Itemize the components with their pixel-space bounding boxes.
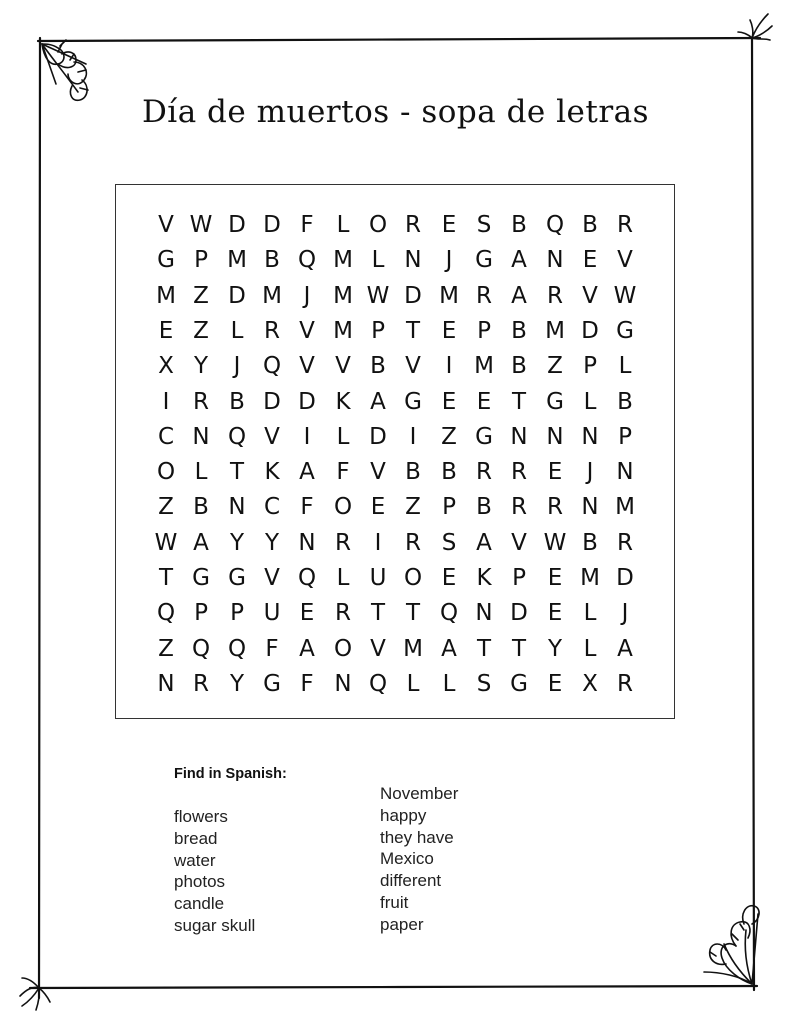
- grid-letter: E: [299, 600, 315, 627]
- grid-letter: F: [300, 494, 314, 521]
- grid-letter: W: [613, 282, 637, 309]
- grid-letter: Q: [156, 600, 176, 627]
- grid-letter: P: [230, 600, 244, 627]
- grid-letter: Y: [229, 670, 245, 697]
- grid-letter: C: [157, 423, 175, 450]
- grid-letter: T: [405, 600, 421, 627]
- grid-letter: B: [617, 388, 633, 415]
- grid-letter: E: [370, 494, 386, 521]
- grid-letter: C: [263, 494, 281, 521]
- grid-letter: R: [617, 212, 633, 238]
- grid-letter: E: [547, 670, 563, 697]
- grid-letter: T: [158, 565, 174, 591]
- word-list-item: November: [380, 784, 459, 803]
- grid-letter: B: [441, 459, 457, 486]
- grid-letter: G: [475, 423, 493, 450]
- grid-letter: S: [441, 529, 457, 556]
- grid-letter: M: [262, 282, 282, 309]
- grid-letter: A: [511, 247, 527, 274]
- grid-letter: P: [194, 600, 208, 627]
- flower-corner-icon-bottom-right: [704, 906, 759, 984]
- grid-letter: G: [157, 247, 175, 274]
- grid-letter: V: [405, 353, 421, 380]
- grid-letter: G: [263, 670, 281, 697]
- grid-letter: U: [369, 565, 387, 591]
- grid-letter: D: [404, 282, 422, 309]
- grid-letter: A: [370, 388, 386, 415]
- grid-letter: R: [264, 317, 280, 344]
- grid-letter: R: [193, 670, 209, 697]
- grid-row: [116, 242, 674, 278]
- grid-letter: M: [333, 317, 353, 344]
- grid-letter: P: [583, 353, 597, 380]
- grid-letter: L: [371, 247, 385, 274]
- grid-row: [116, 489, 674, 525]
- grid-letter: V: [335, 353, 351, 380]
- grid-letter: T: [405, 317, 421, 344]
- grid-letter: Y: [264, 529, 280, 556]
- grid-row: [116, 313, 674, 349]
- grid-row: [116, 207, 674, 243]
- grid-letter: R: [617, 670, 633, 697]
- grid-letter: K: [476, 565, 492, 591]
- grid-letter: P: [512, 565, 526, 591]
- grid-letter: D: [510, 600, 528, 627]
- grid-letter: Q: [368, 670, 388, 697]
- grid-letter: J: [586, 459, 594, 486]
- grid-letter: M: [156, 282, 176, 309]
- grid-row: [116, 419, 674, 455]
- grid-letter: T: [476, 635, 492, 662]
- grid-letter: Q: [439, 600, 459, 627]
- grid-letter: B: [511, 212, 527, 238]
- grid-letter: G: [546, 388, 564, 415]
- word-list-item: water: [174, 850, 216, 870]
- grid-letter: R: [476, 282, 492, 309]
- grid-letter: E: [547, 565, 563, 591]
- grid-letter: G: [510, 670, 528, 697]
- grid-letter: A: [299, 635, 315, 662]
- grid-letter: L: [406, 670, 420, 697]
- border-top-line: [38, 38, 760, 41]
- border-bottom-line: [30, 986, 757, 988]
- grid-letter: L: [336, 423, 350, 450]
- grid-letter: O: [403, 565, 423, 591]
- grid-letter: B: [511, 317, 527, 344]
- grid-letter: D: [369, 423, 387, 450]
- grid-row: [116, 560, 674, 596]
- grid-letter: I: [162, 388, 170, 415]
- grid-letter: V: [370, 459, 386, 486]
- grid-letter: Z: [441, 423, 457, 450]
- grid-letter: L: [230, 317, 244, 344]
- word-list-item: bread: [174, 828, 218, 848]
- grid-letter: L: [583, 635, 597, 662]
- grid-letter: F: [300, 212, 314, 238]
- word-list-item: flowers: [174, 807, 228, 826]
- grid-letter: V: [582, 282, 598, 309]
- grid-letter: T: [511, 388, 527, 415]
- border-right-line: [752, 38, 754, 990]
- grid-letter: F: [336, 459, 350, 486]
- grid-letter: O: [368, 212, 388, 238]
- grid-letter: K: [264, 459, 280, 486]
- grid-letter: E: [158, 317, 174, 344]
- grid-row: [116, 525, 674, 561]
- grid-letter: E: [476, 388, 492, 415]
- grid-letter: S: [476, 670, 492, 697]
- grid-letter: D: [228, 212, 246, 238]
- grid-letter: A: [476, 529, 492, 556]
- grid-letter: V: [511, 529, 527, 556]
- grid-letter: G: [475, 247, 493, 274]
- grid-letter: M: [580, 565, 600, 591]
- grid-letter: N: [475, 600, 493, 627]
- grid-letter: I: [303, 423, 311, 450]
- grid-letter: E: [582, 247, 598, 274]
- grid-letter: M: [403, 635, 423, 662]
- grid-letter: Z: [158, 635, 174, 662]
- grid-letter: I: [409, 423, 417, 450]
- grid-letter: Y: [547, 635, 563, 662]
- grid-letter: M: [333, 247, 353, 274]
- grid-letter: B: [193, 494, 209, 521]
- grid-letter: M: [439, 282, 459, 309]
- grid-letter: R: [476, 459, 492, 486]
- grid-letter: G: [228, 565, 246, 591]
- grid-row: [116, 384, 674, 420]
- grid-letter: N: [581, 494, 599, 521]
- grid-letter: V: [158, 212, 174, 238]
- grid-letter: I: [445, 353, 453, 380]
- grid-letter: V: [299, 317, 315, 344]
- grid-letter: L: [618, 353, 632, 380]
- grid-letter: N: [404, 247, 422, 274]
- grid-letter: J: [303, 282, 311, 309]
- word-list-item: sugar skull: [174, 916, 256, 935]
- word-list-item: candle: [174, 894, 225, 914]
- grid-letter: P: [371, 317, 385, 344]
- grid-letter: N: [192, 423, 210, 450]
- grid-letter: U: [263, 600, 281, 627]
- grid-letter: V: [370, 635, 386, 662]
- grid-letter: V: [617, 247, 633, 274]
- grid-letter: E: [547, 600, 563, 627]
- grid-letter: F: [265, 635, 279, 662]
- grid-letter: T: [229, 459, 245, 486]
- page-title: Día de muertos - sopa de letras: [141, 94, 650, 130]
- grid-letter: Z: [193, 317, 209, 344]
- grid-letter: R: [547, 494, 563, 521]
- grid-letter: L: [583, 600, 597, 627]
- grid-letter: Q: [227, 635, 247, 662]
- grid-letter: D: [263, 212, 281, 238]
- grid-letter: F: [300, 670, 314, 697]
- grid-letter: W: [189, 212, 213, 238]
- grid-letter: M: [545, 317, 565, 344]
- grid-letter: X: [582, 670, 598, 697]
- word-list-item: fruit: [380, 893, 409, 912]
- grid-letter: R: [511, 459, 527, 486]
- grid-letter: B: [264, 247, 280, 274]
- grid-letter: Z: [547, 353, 563, 380]
- grid-letter: D: [581, 317, 599, 344]
- grid-letter: Z: [405, 494, 421, 521]
- grid-letter: L: [194, 459, 208, 486]
- grid-letter: R: [193, 388, 209, 415]
- grid-row: [116, 454, 674, 490]
- grid-letter: O: [333, 635, 353, 662]
- grid-letter: T: [370, 600, 386, 627]
- grid-letter: Q: [297, 565, 317, 591]
- grid-letter: Q: [227, 423, 247, 450]
- word-list-item: different: [380, 871, 442, 891]
- grid-letter: J: [233, 353, 241, 380]
- grid-row: [116, 595, 674, 631]
- grid-letter: N: [228, 494, 246, 521]
- grid-letter: M: [615, 494, 635, 521]
- word-list-item: they have: [380, 827, 454, 847]
- grid-letter: G: [192, 565, 210, 591]
- grid-letter: B: [370, 353, 386, 380]
- grid-letter: E: [441, 212, 457, 238]
- grid-letter: Q: [297, 247, 317, 274]
- grid-letter: J: [621, 600, 629, 627]
- grid-letter: Z: [158, 494, 174, 521]
- grid-letter: P: [442, 494, 456, 521]
- grid-letter: B: [582, 529, 598, 556]
- grid-letter: E: [547, 459, 563, 486]
- grid-letter: R: [511, 494, 527, 521]
- grid-letter: B: [405, 459, 421, 486]
- grid-letter: N: [510, 423, 528, 450]
- sprig-icon-bottom-left: [20, 978, 50, 1010]
- grid-row: [116, 278, 674, 314]
- grid-letter: P: [477, 317, 491, 344]
- grid-letter: V: [299, 353, 315, 380]
- grid-letter: O: [333, 494, 353, 521]
- grid-letter: D: [616, 565, 634, 591]
- grid-letter: A: [193, 529, 209, 556]
- grid-letter: N: [298, 529, 316, 556]
- grid-letter: L: [336, 565, 350, 591]
- grid-letter: B: [511, 353, 527, 380]
- grid-letter: W: [366, 282, 390, 309]
- grid-letter: G: [616, 317, 634, 344]
- grid-letter: R: [405, 529, 421, 556]
- grid-letter: Y: [229, 529, 245, 556]
- grid-letter: Q: [262, 353, 282, 380]
- word-list-heading: Find in Spanish:: [174, 766, 287, 782]
- grid-letter: X: [158, 353, 174, 380]
- grid-letter: N: [157, 670, 175, 697]
- grid-letter: P: [618, 423, 632, 450]
- grid-letter: Y: [193, 353, 209, 380]
- grid-letter: Q: [191, 635, 211, 662]
- grid-letter: S: [476, 212, 492, 238]
- grid-letter: G: [404, 388, 422, 415]
- grid-letter: N: [581, 423, 599, 450]
- grid-letter: M: [227, 247, 247, 274]
- grid-letter: N: [546, 423, 564, 450]
- grid-row: [116, 631, 674, 667]
- word-search-grid: [115, 184, 675, 719]
- grid-letter: R: [335, 600, 351, 627]
- grid-letter: Q: [545, 212, 565, 238]
- grid-letter: I: [374, 529, 382, 556]
- grid-letter: V: [264, 565, 280, 591]
- word-list-item: paper: [380, 914, 424, 934]
- grid-letter: W: [543, 529, 567, 556]
- grid-row: [116, 666, 674, 702]
- grid-letter: B: [229, 388, 245, 415]
- grid-letter: K: [335, 388, 351, 415]
- sprig-icon-top-right: [738, 14, 772, 40]
- grid-letter: R: [335, 529, 351, 556]
- grid-letter: N: [616, 459, 634, 486]
- grid-letter: O: [156, 459, 176, 486]
- grid-letter: E: [441, 565, 457, 591]
- grid-letter: B: [476, 494, 492, 521]
- grid-letter: N: [546, 247, 564, 274]
- grid-letter: D: [298, 388, 316, 415]
- grid-letter: W: [154, 529, 178, 556]
- grid-letter: Z: [193, 282, 209, 309]
- grid-letter: L: [583, 388, 597, 415]
- grid-letter: A: [441, 635, 457, 662]
- grid-letter: R: [547, 282, 563, 309]
- grid-letter: N: [334, 670, 352, 697]
- grid-letter: R: [405, 212, 421, 238]
- word-list-item: happy: [380, 805, 427, 825]
- grid-letter: L: [336, 212, 350, 238]
- border-left-line: [39, 38, 40, 998]
- grid-letter: D: [228, 282, 246, 309]
- grid-letter: L: [442, 670, 456, 697]
- word-list-item: photos: [174, 872, 226, 892]
- flower-corner-icon-top-left: [42, 40, 88, 100]
- grid-letter: M: [474, 353, 494, 380]
- grid-row: [116, 348, 674, 384]
- grid-letter: E: [441, 388, 457, 415]
- grid-letter: V: [264, 423, 280, 450]
- grid-letter: P: [194, 247, 208, 274]
- grid-letter: A: [299, 459, 315, 486]
- grid-letter: T: [511, 635, 527, 662]
- grid-letter: A: [617, 635, 633, 662]
- grid-letter: E: [441, 317, 457, 344]
- grid-letter: B: [582, 212, 598, 238]
- grid-letter: R: [617, 529, 633, 556]
- grid-letter: J: [445, 247, 453, 274]
- grid-letter: D: [263, 388, 281, 415]
- grid-letter: M: [333, 282, 353, 309]
- grid-letter: A: [511, 282, 527, 309]
- word-list-item: Mexico: [380, 849, 434, 869]
